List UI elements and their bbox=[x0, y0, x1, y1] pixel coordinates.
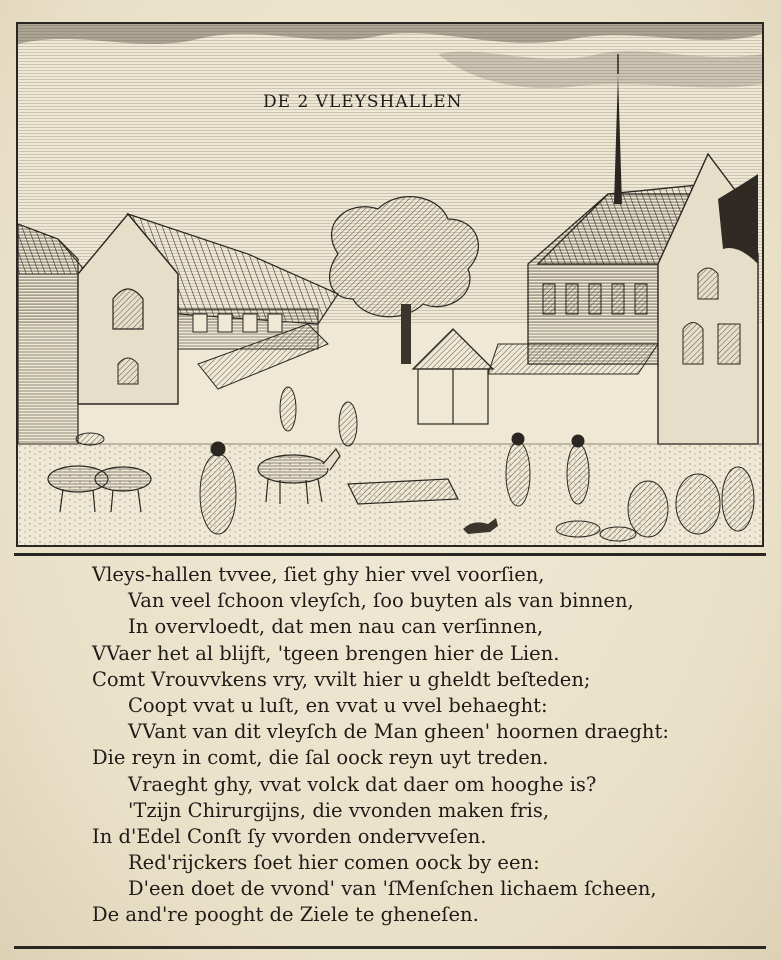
poem bbox=[92, 562, 752, 929]
gable-window bbox=[718, 324, 740, 364]
poem-line: In overvloedt, dat men nau can verſinnen, bbox=[128, 615, 544, 639]
poem-line: 'Tzijn Chirurgijns, die vvonden maken fris, bbox=[128, 798, 550, 822]
poem-line: In d'Edel Conſt ſy vvorden ondervveſen. bbox=[92, 824, 487, 848]
tree-trunk bbox=[401, 304, 411, 364]
bottom-rule bbox=[14, 946, 766, 949]
gable-window bbox=[698, 268, 718, 299]
plate-title: DE 2 VLEYSHALLEN bbox=[263, 92, 463, 112]
divider-rule bbox=[14, 553, 766, 556]
poem-line: D'een doet de vvond' van 'ſMenſchen lichaem ſcheen, bbox=[128, 877, 657, 901]
poem-line: Comt Vrouvvkens vry, vvilt hier u gheldt beſteden; bbox=[92, 667, 591, 691]
poem-line: De and're pooght de Ziele te gheneſen. bbox=[92, 903, 479, 927]
poem-line: Die reyn in comt, die ſal oock reyn uyt treden. bbox=[92, 746, 549, 770]
right-awning bbox=[488, 344, 658, 374]
poem-line: Coopt vvat u luſt, en vvat u vvel behaeght: bbox=[128, 693, 548, 717]
door bbox=[118, 358, 138, 384]
poem-line: Vraeght ghy, vvat volck dat daer om hooghe is? bbox=[128, 772, 597, 796]
engraving-plate bbox=[16, 22, 764, 547]
poem-line: Red'rijckers ſoet hier comen oock by een: bbox=[128, 851, 540, 875]
poem-line: Vleys-hallen tvvee, ſiet ghy hier vvel voorſien, bbox=[92, 563, 545, 586]
gable-window bbox=[683, 323, 703, 365]
poem-line: VVaer het al blijft, 'tgeen brengen hier de Lien. bbox=[92, 641, 560, 665]
poem-line: Van veel ſchoon vleyſch, ſoo buyten als van binnen, bbox=[128, 589, 634, 613]
poem-line: VVant van dit vleyſch de Man gheen' hoornen draeght: bbox=[128, 720, 669, 744]
booth-roof bbox=[413, 329, 493, 369]
gothic-window bbox=[113, 289, 143, 329]
